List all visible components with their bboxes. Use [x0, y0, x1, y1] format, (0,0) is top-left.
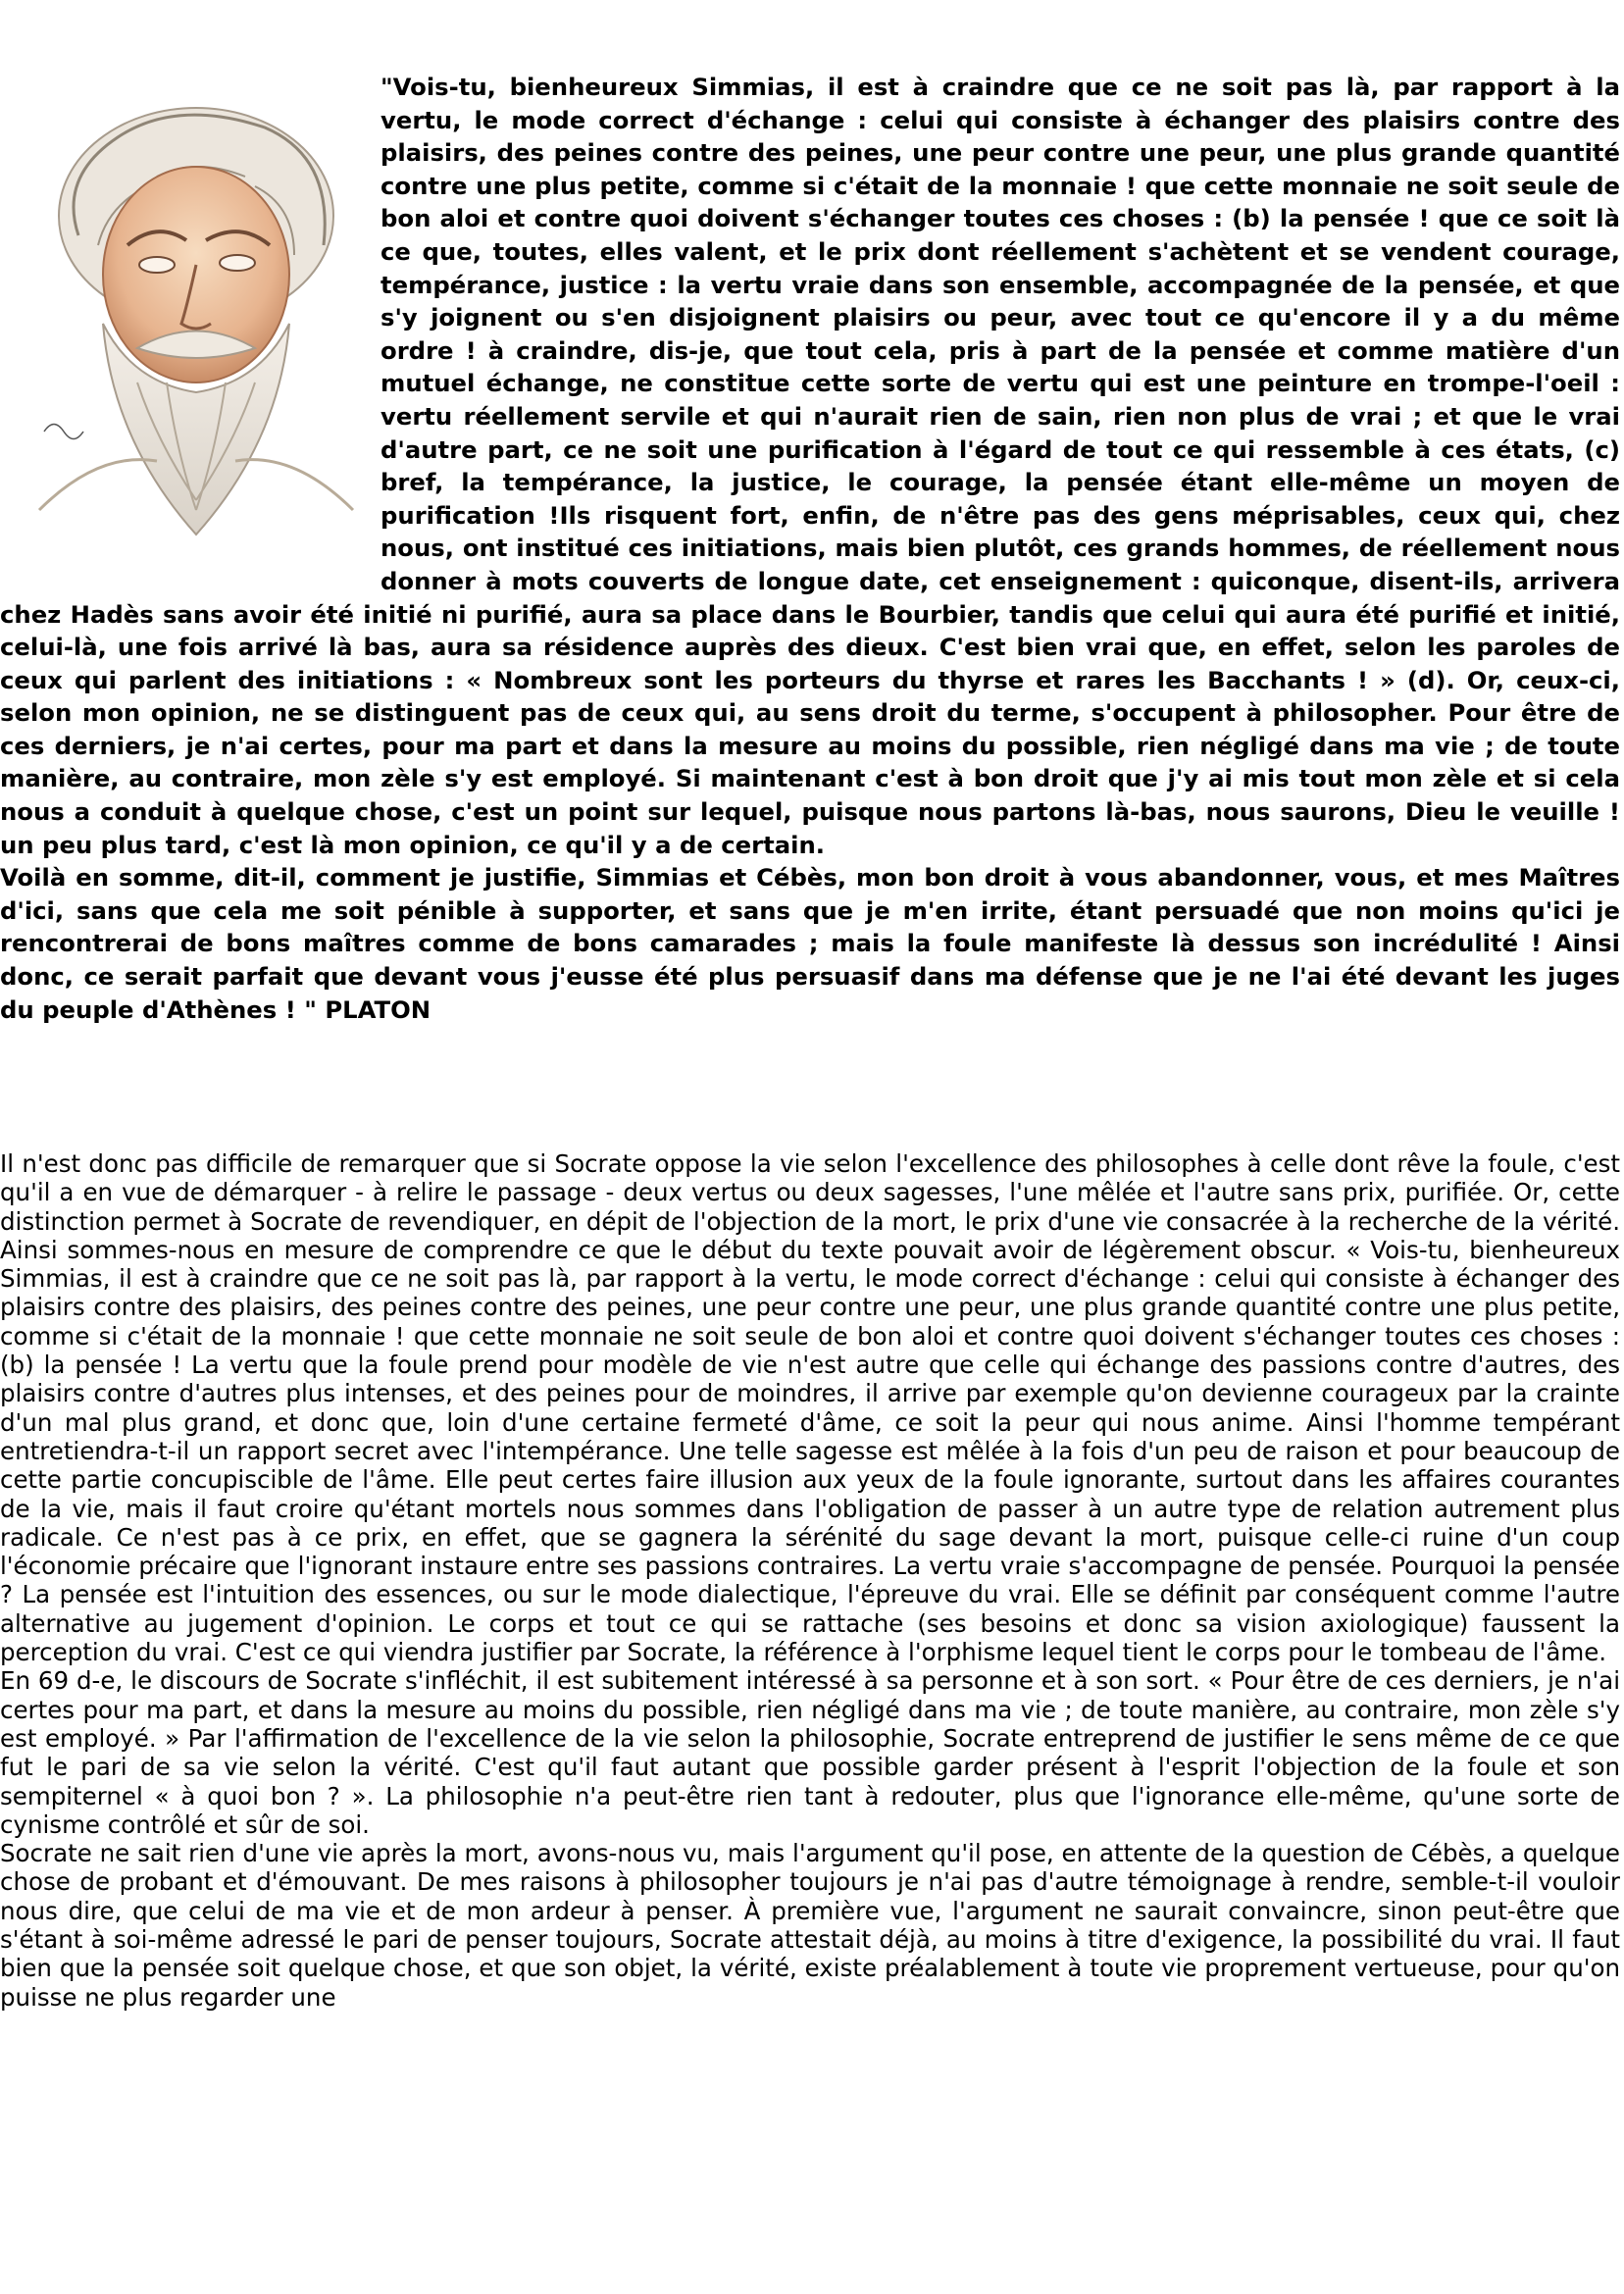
body-paragraph-2: En 69 d-e, le discours de Socrate s'infléchit, il est subitement intéressé à sa personne et à son sort. « Pour être de ces derniers, je n'ai certes pour ma part, et dans la mesure au moins du possible, rien négligé dans ma vie ; de toute manière, au contraire, mon zèle s'y est employé. » Par l'affirmation de l'excellence de la vie selon la philosophie, Socrate entreprend de justifier le sens même de ce que fut le pari de sa vie selon la vérité. C'est qu'il faut autant que possible garder présent à l'esprit l'objection de la foule et son sempiternel « à quoi bon ? ». La philosophie n'a peut-être rien tant à redouter, plus que l'ignorance elle-même, qu'une sorte de cynisme contrôlé et sûr de soi. [0, 1666, 1620, 1839]
portrait-spacer [0, 71, 381, 566]
body-paragraph-3: Socrate ne sait rien d'une vie après la mort, avons-nous vu, mais l'argument qu'il pose, en attente de la question de Cébès, a quelque chose de probant et d'émouvant. De mes raisons à philosopher toujours je n'ai pas d'autre témoignage à rendre, semble-t-il vouloir nous dire, que celui de ma vie et de mon ardeur à penser. À première vue, l'argument ne saurait convaincre, sinon peut-être que s'étant à soi-même adressé le pari de penser toujours, Socrate attestait déjà, au moins à titre d'exigence, la possibilité du vrai. Il faut bien que la pensée soit quelque chose, et que son objet, la vérité, existe préalablement à toute vie proprement vertueuse, pour qu'on puisse ne plus regarder une [0, 1839, 1620, 2012]
quote-paragraph-2: Voilà en somme, dit-il, comment je justifie, Simmias et Cébès, mon bon droit à vous abandonner, vous, et mes Maîtres d'ici, sans que cela me soit pénible à supporter, et sans que je m'en irrite, étant persuadé que non moins qu'ici je rencontrerai de bons maîtres comme de bons camarades ; mais la foule manifeste là dessus son incrédulité ! Ainsi donc, ce serait parfait que devant vous j'eusse été plus persuasif dans ma défense que je ne l'ai été devant les juges du peuple d'Athènes ! " PLATON [0, 863, 1620, 1024]
body-paragraph-1: Il n'est donc pas difficile de remarquer que si Socrate oppose la vie selon l'excellence des philosophes à celle dont rêve la foule, c'est qu'il a en vue de démarquer - à relire le passage - deux vertus ou deux sagesses, l'une mêlée et l'autre sans prix, purifiée. Or, cette distinction permet à Socrate de revendiquer, en dépit de l'objection de la mort, le prix d'une vie consacrée à la recherche de la vérité. Ainsi sommes-nous en mesure de comprendre ce que le début du texte pouvait avoir de légèrement obscur. « Vois-tu, bienheureux Simmias, il est à craindre que ce ne soit pas là, par rapport à la vertu, le mode correct d'échange : celui qui consiste à échanger des plaisirs contre des plaisirs, des peines contre des peines, une peur contre une peur, une plus grande quantité contre une plus petite, comme si c'était de la monnaie ! que cette monnaie ne soit seule de bon aloi et contre quoi doivent s'échanger toutes ces choses : (b) la pensée ! La vertu que la foule prend pour modèle de vie n'est autre que celle qui échange des passions contre d'autres, des plaisirs contre d'autres plus intenses, et des peines pour de moindres, il arrive par exemple qu'on devienne courageux par la crainte d'un mal plus grand, et donc que, loin d'une certaine fermeté d'âme, ce soit la peur qui nous anime. Ainsi l'homme tempérant entretiendra-t-il un rapport secret avec l'intempérance. Une telle sagesse est mêlée à la fois d'un peu de raison et pour beaucoup de cette partie concupiscible de l'âme. Elle peut certes faire illusion aux yeux de la foule ignorante, surtout dans les affaires courantes de la vie, mais il faut croire qu'étant mortels nous sommes dans l'obligation de passer à un autre type de relation autrement plus radicale. Ce n'est pas à ce prix, en effet, que se gagnera la sérénité du sage devant la mort, puisque celle-ci ruine d'un coup l'économie précaire que l'ignorant instaure entre ses passions contraires. La vertu vraie s'accompagne de pensée. Pourquoi la pensée ? La pensée est l'intuition des essences, ou sur le mode dialectique, l'épreuve du vrai. Elle se définit par conséquent comme l'autre alternative au jugement d'opinion. Le corps et tout ce qui se rattache (ses besoins et donc sa vision axiologique) faussent la perception du vrai. C'est ce qui viendra justifier par Socrate, la référence à l'orphisme lequel tient le corps pour le tombeau de l'âme. [0, 1149, 1620, 1667]
quote-block [0, 71, 1620, 1026]
quote-paragraph-1: "Vois-tu, bienheureux Simmias, il est à craindre que ce ne soit pas là, par rapport à la vertu, le mode correct d'échange : celui qui consiste à échanger des plaisirs contre des plaisirs, des peines contre des peines, une peur contre une peur, une plus grande quantité contre une plus petite, comme si c'était de la monnaie ! que cette monnaie ne soit seule de bon aloi et contre quoi doivent s'échanger toutes ces choses : (b) la pensée ! que ce soit là ce que, toutes, elles valent, et le prix dont réellement s'achètent et se vendent courage, tempérance, justice : la vertu vraie dans son ensemble, accompagnée de la pensée, et que s'y joignent ou s'en disjoignent plaisirs ou peur, avec tout ce qu'encore il y a du même ordre ! à craindre, dis-je, que tout cela, pris à part de la pensée et comme matière d'un mutuel échange, ne constitue cette sorte de vertu qui est une peinture en trompe-l'oeil : vertu réellement servile et qui n'aurait rien de sain, rien non plus de vrai ; et que le vrai d'autre part, ce ne soit une purification à l'égard de tout ce qui ressemble à ces états, (c) bref, la tempérance, la justice, le courage, la pensée étant elle-même un moyen de purification !Ils risquent fort, enfin, de n'être pas des gens méprisables, ceux qui, chez nous, ont institué ces initiations, mais bien plutôt, ces grands hommes, de réellement nous donner à mots couverts de longue date, cet enseignement : quiconque, disent-ils, arrivera chez Hadès sans avoir été initié ni purifié, aura sa place dans le Bourbier, tandis que celui qui aura été purifié et initié, celui-là, une fois arrivé là bas, aura sa résidence auprès des dieux. C'est bien vrai que, en effet, selon les paroles de ceux qui parlent des initiations : « Nombreux sont les porteurs du thyrse et rares les Bacchants ! » (d). Or, ceux-ci, selon mon opinion, ne se distinguent pas de ceux qui, au sens droit du terme, s'occupent à philosopher. Pour être de ces derniers, je n'ai certes, pour ma part et dans la mesure au moins du possible, rien négligé dans ma vie ; de toute manière, au contraire, mon zèle s'y est employé. Si maintenant c'est à bon droit que j'y ai mis tout mon zèle et si cela nous a conduit à quelque chose, c'est un point sur lequel, puisque nous partons là-bas, nous saurons, Dieu le veuille ! un peu plus tard, c'est là mon opinion, ce qu'il y a de certain. [0, 73, 1620, 859]
commentary-block [0, 1149, 1620, 2012]
